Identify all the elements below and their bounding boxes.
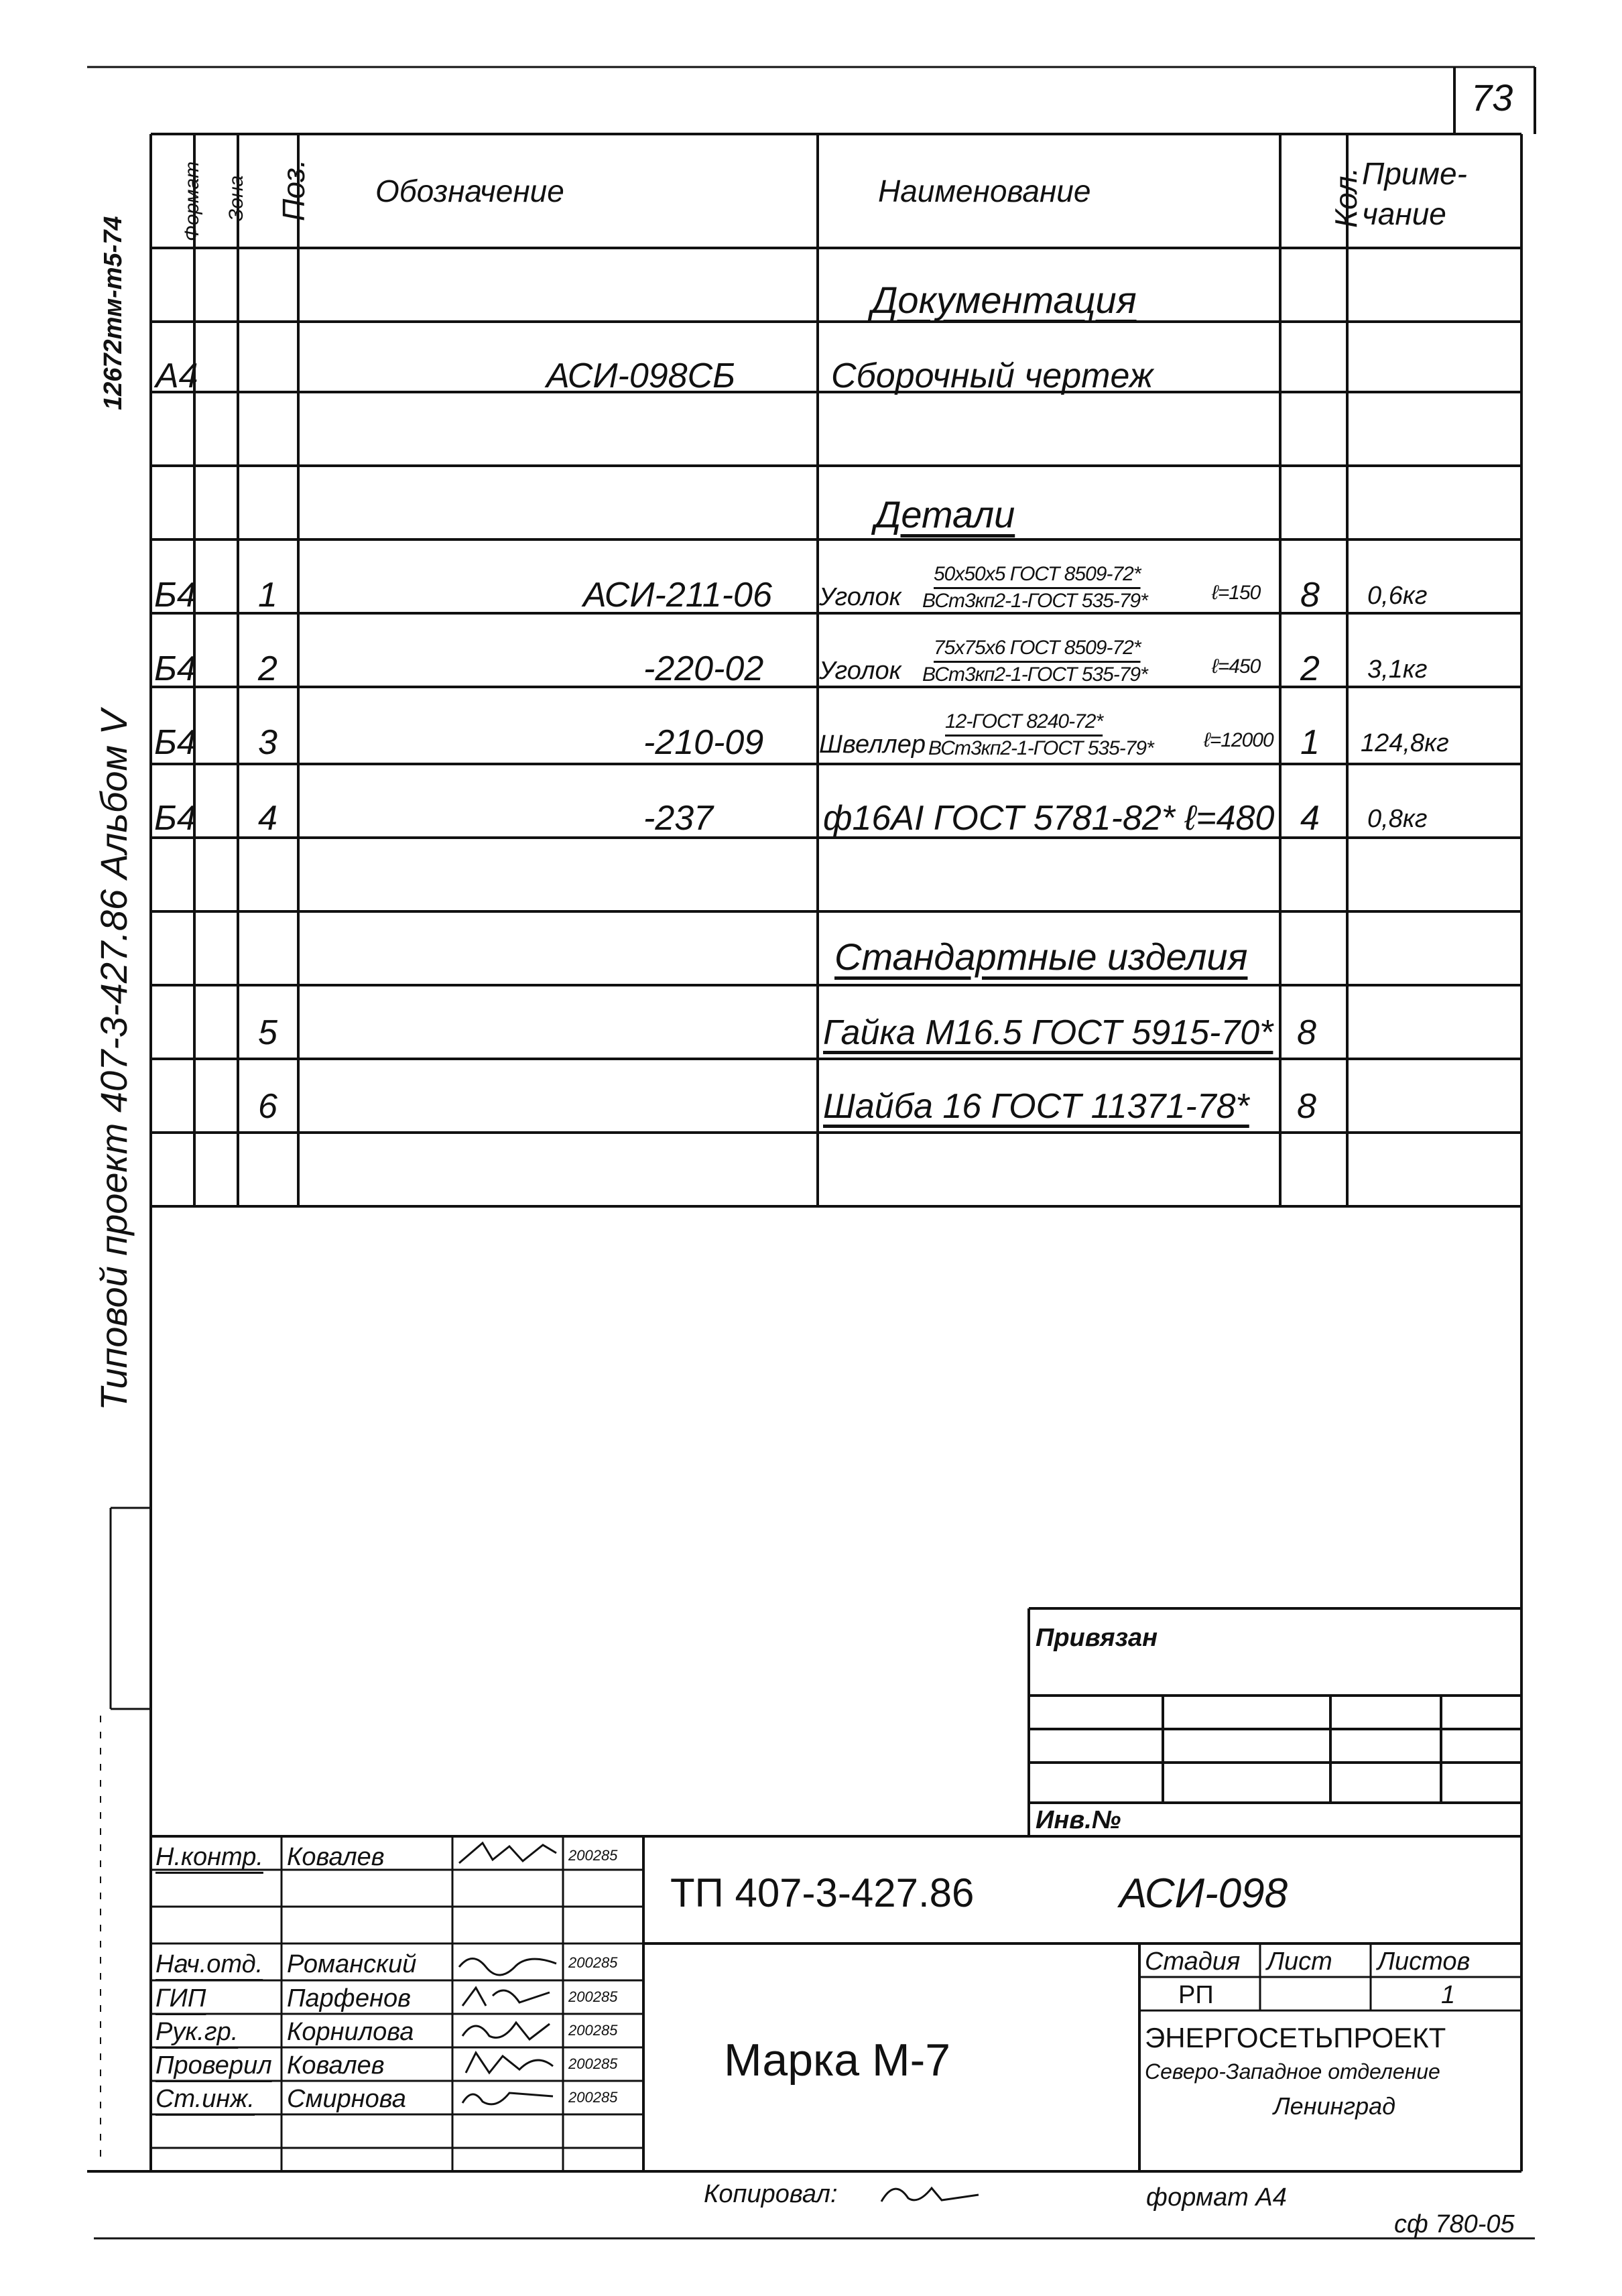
person-name: Ковалев bbox=[287, 1843, 385, 1871]
org-name: ЭНЕРГОСЕТЬПРОЕКТ bbox=[1145, 2022, 1446, 2053]
header-qty: Кол. bbox=[1328, 167, 1363, 228]
row-qty: 4 bbox=[1300, 799, 1320, 838]
row-format: Б4 bbox=[154, 649, 196, 688]
item-name: Гайка М16.5 ГОСТ 5915-70* bbox=[823, 1013, 1273, 1052]
stage-value: РП bbox=[1178, 1981, 1214, 2009]
row-qty: 1 bbox=[1300, 723, 1320, 762]
section-details: Детали bbox=[875, 493, 1015, 535]
header-designation: Обозначение bbox=[375, 174, 564, 208]
row-format: Б4 bbox=[154, 723, 196, 762]
row-name: Уголок bbox=[819, 583, 901, 611]
org-branch: Северо-Западное отделение bbox=[1145, 2059, 1440, 2084]
row-designation: -210-09 bbox=[643, 723, 764, 762]
row-spec-bottom: ВСт3кп2-1-ГОСТ 535-79* bbox=[928, 737, 1153, 759]
row-note: 3,1кг bbox=[1367, 655, 1428, 684]
row-format: Б4 bbox=[154, 799, 196, 838]
inv-no-label: Инв.№ bbox=[1036, 1806, 1121, 1834]
role-label: ГИП bbox=[155, 1984, 206, 2013]
sign-date: 200285 bbox=[568, 1847, 618, 1864]
role-label: Нач.отд. bbox=[155, 1950, 263, 1978]
header-note: Приме-чание bbox=[1362, 156, 1467, 231]
side-code: 12672тм-т5-74 bbox=[99, 216, 127, 410]
row-pos: 4 bbox=[258, 799, 277, 838]
person-name: Ковалев bbox=[287, 2051, 385, 2080]
header-format: Формат bbox=[181, 161, 203, 241]
row-spec-top: 12-ГОСТ 8240-72* bbox=[945, 710, 1103, 732]
person-name: Романский bbox=[287, 1950, 417, 1978]
row-length: ℓ=12000 bbox=[1204, 729, 1273, 751]
header-pos: Поз. bbox=[276, 159, 311, 221]
row-length: ℓ=450 bbox=[1212, 655, 1261, 678]
org-city: Ленинград bbox=[1273, 2092, 1396, 2120]
item-qty: 8 bbox=[1297, 1087, 1316, 1126]
row-note: 124,8кг bbox=[1361, 729, 1449, 757]
row-pos: 3 bbox=[258, 723, 277, 762]
header-name: Наименование bbox=[878, 174, 1091, 208]
role-label: Рук.гр. bbox=[155, 2018, 239, 2046]
row-designation: -220-02 bbox=[643, 649, 764, 688]
signature-4 bbox=[456, 2016, 560, 2046]
sign-date: 200285 bbox=[568, 2022, 618, 2039]
footer-code: сф 780-05 bbox=[1394, 2210, 1515, 2238]
sign-date: 200285 bbox=[568, 2055, 618, 2072]
item-name: Шайба 16 ГОСТ 11371-78* bbox=[823, 1087, 1249, 1126]
person-name: Корнилова bbox=[287, 2018, 414, 2046]
row-name: Уголок bbox=[819, 657, 901, 685]
row-qty: 2 bbox=[1300, 649, 1320, 688]
row-spec-top: 75х75х6 ГОСТ 8509-72* bbox=[934, 637, 1141, 659]
row-pos: 1 bbox=[258, 576, 277, 615]
copied-label: Копировал: bbox=[704, 2180, 838, 2208]
copier-signature bbox=[878, 2175, 985, 2208]
signature-5 bbox=[456, 2049, 560, 2080]
doc-format: А4 bbox=[155, 357, 198, 395]
sheet-title: Марка М-7 bbox=[724, 2035, 951, 2086]
signature-6 bbox=[456, 2083, 560, 2113]
person-name: Парфенов bbox=[287, 1984, 411, 2013]
row-pos: 2 bbox=[258, 649, 277, 688]
sign-date: 200285 bbox=[568, 1988, 618, 2005]
row-spec-top: 50х50х5 ГОСТ 8509-72* bbox=[934, 563, 1141, 585]
sign-date: 200285 bbox=[568, 2089, 618, 2106]
role-label: Н.контр. bbox=[155, 1843, 263, 1871]
row-length: ℓ=150 bbox=[1212, 582, 1261, 604]
sheets-value: 1 bbox=[1441, 1981, 1456, 2009]
row-designation: -237 bbox=[643, 799, 714, 838]
role-label: Проверил bbox=[155, 2051, 272, 2080]
signature-3 bbox=[456, 1982, 560, 2013]
page-number: 73 bbox=[1471, 76, 1513, 119]
signature-1 bbox=[456, 1840, 560, 1870]
sheet-label: Лист bbox=[1267, 1948, 1332, 1976]
row-qty: 8 bbox=[1300, 576, 1320, 615]
row-name: Швеллер bbox=[819, 730, 926, 759]
row-designation: АСИ-211-06 bbox=[583, 576, 772, 615]
side-title: Типовой проект 407-3-427.86 Альбом V bbox=[92, 710, 135, 1411]
item-qty: 8 bbox=[1297, 1013, 1316, 1052]
item-pos: 5 bbox=[258, 1013, 277, 1052]
signature-2 bbox=[456, 1947, 560, 1977]
row-spec-bottom: ВСт3кп2-1-ГОСТ 535-79* bbox=[922, 663, 1147, 686]
doc-code: ТП 407-3-427.86 bbox=[670, 1870, 975, 1915]
privyazan-label: Привязан bbox=[1036, 1624, 1158, 1652]
row-name: ф16АI ГОСТ 5781-82* ℓ=480 bbox=[823, 799, 1275, 838]
sheets-label: Листов bbox=[1377, 1948, 1471, 1976]
header-zone: Зона bbox=[225, 175, 247, 221]
doc-name: Сборочный чертеж bbox=[831, 357, 1153, 395]
stage-label: Стадия bbox=[1145, 1948, 1241, 1976]
row-spec-bottom: ВСт3кп2-1-ГОСТ 535-79* bbox=[922, 590, 1147, 612]
doc-designation: АСИ-098СБ bbox=[546, 357, 735, 395]
row-note: 0,8кг bbox=[1367, 805, 1428, 833]
sign-date: 200285 bbox=[568, 1954, 618, 1971]
item-pos: 6 bbox=[258, 1087, 277, 1126]
asi-code: АСИ-098 bbox=[1119, 1870, 1288, 1917]
person-name: Смирнова bbox=[287, 2085, 406, 2113]
section-standard: Стандартные изделия bbox=[834, 936, 1248, 978]
format-label: формат А4 bbox=[1146, 2183, 1287, 2212]
row-format: Б4 bbox=[154, 576, 196, 615]
section-documentation: Документация bbox=[871, 279, 1137, 321]
row-note: 0,6кг bbox=[1367, 582, 1428, 610]
role-label: Ст.инж. bbox=[155, 2085, 255, 2113]
